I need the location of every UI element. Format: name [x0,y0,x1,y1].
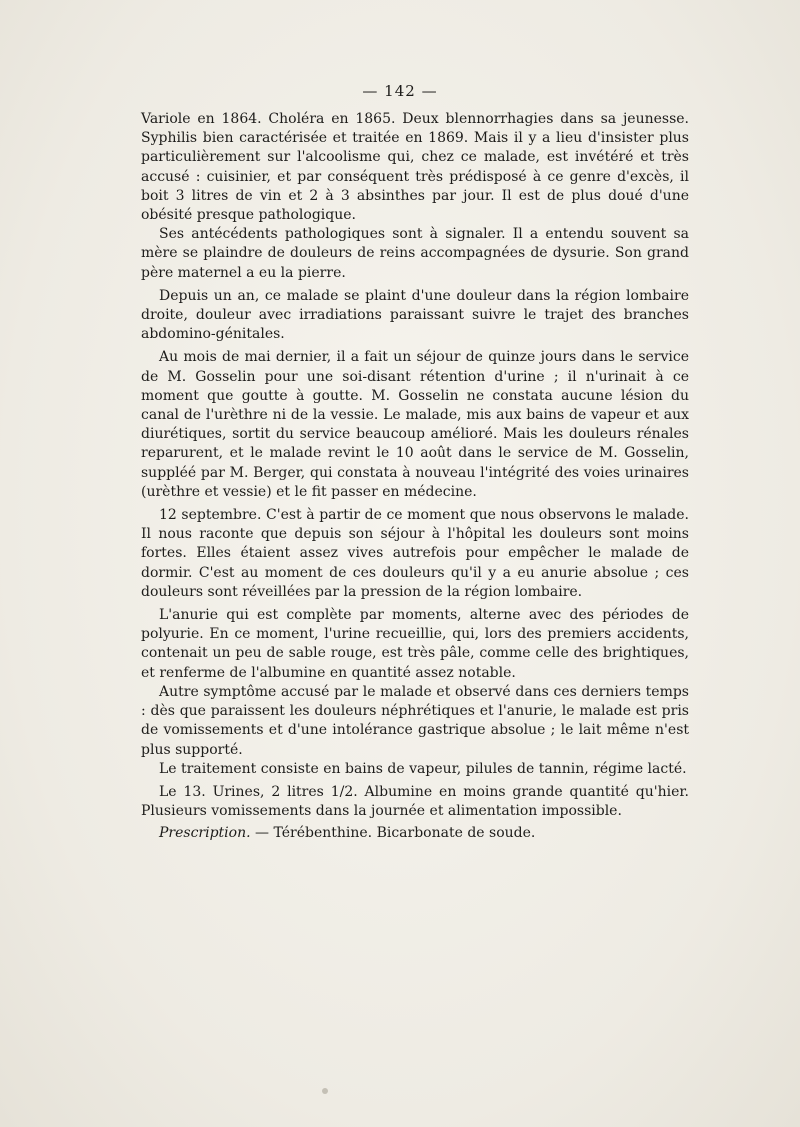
paragraph-september-12: 12 septembre. C'est à partir de ce moment que nous observons le malade. Il nous raconte que depuis son séjour à l'hôpital les douleurs sont moins fortes. Elles étaient assez vives autrefois pour empêcher le malade de dormir. C'est au moment de ces douleurs qu'il y a eu anurie absolue ; ces douleurs sont réveillées par la pression de la région lombaire. [141,507,689,600]
prescription-line [141,824,689,843]
paragraph-medical-history: Variole en 1864. Choléra en 1865. Deux blennorrhagies dans sa jeunesse. Syphilis bien caractérisée et traitée en 1869. Mais il y a lieu d'insister plus particulièrement sur l'alcoolisme qui, chez ce malade, est invétéré et très accusé : cuisinier, et par conséquent très prédisposé à ce genre d'excès, il boit 3 litres de vin et 2 à 3 absinthes par jour. Il est de plus doué d'une obésité presque pathologique. [141,111,689,224]
paragraph-symptoms: Autre symptôme accusé par le malade et observé dans ces derniers temps : dès que paraissent les douleurs néphrétiques et l'anurie, le malade est pris de vomissements et d'une intolérance gastrique absolue ; le lait même n'est plus supporté. [141,683,689,758]
paragraph-family-history: Ses antécédents pathologiques sont à signaler. Il a entendu souvent sa mère se plaindre de douleurs de reins accompagnées de dysurie. Son grand père maternel a eu la pierre. [141,226,689,281]
paragraph-day-13: Le 13. Urines, 2 litres 1/2. Albumine en moins grande quantité qu'hier. Plusieurs vomissements dans la journée et alimentation impossible. [141,783,689,820]
ink-speck [322,1088,328,1094]
paragraph-lumbar-pain: Depuis un an, ce malade se plaint d'une douleur dans la région lombaire droite, douleur avec irradiations paraissant suivre le trajet des branches abdomino-génitales. [141,287,689,343]
paragraph-anuria: L'anurie qui est complète par moments, alterne avec des périodes de polyurie. En ce moment, l'urine recueillie, qui, lors des premiers accidents, contenait un peu de sable rouge, est très pâle, comme celle des brightiques, et renferme de l'albumine en quantité assez notable. [141,607,689,681]
prescription-text: — Térébenthine. Bicarbonate de soude. [250,825,536,842]
page-number: — 142 — [362,82,438,100]
paragraph-treatment: Le traitement consiste en bains de vapeur, pilules de tannin, régime lacté. [159,760,687,777]
prescription-label: Prescription. [159,825,251,842]
paragraph-hospital-stay: Au mois de mai dernier, il a fait un séjour de quinze jours dans le service de M. Gosselin pour une soi-disant rétention d'urine ; il n'urinait à ce moment que goutte à goutte. M. Gosselin ne constata aucune lésion du canal de l'urèthre ni de la vessie. Le malade, mis aux bains de vapeur et aux diurétiques, sortit du service beaucoup amélioré. Mais les douleurs rénales reparurent, et le malade revint le 10 août dans le service de M. Gosselin, suppléé par M. Berger, qui constata à nouveau l'intégrité des voies urinaires (urèthre et vessie) et le fit passer en médecine. [141,349,689,500]
body-text [141,110,689,844]
